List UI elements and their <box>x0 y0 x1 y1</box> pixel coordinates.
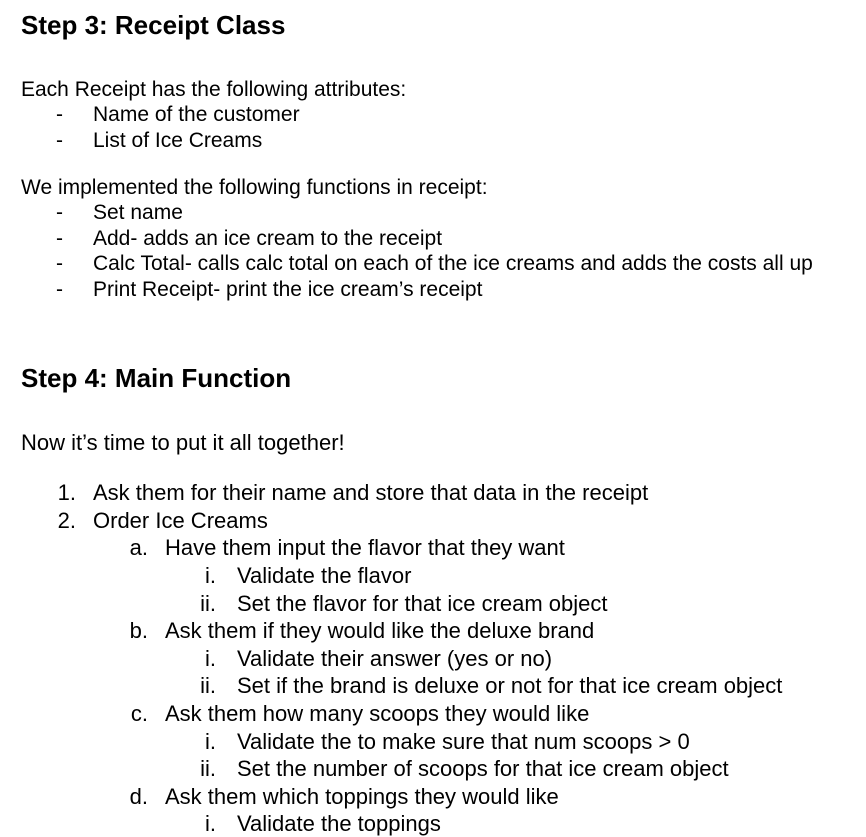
list-item <box>180 729 690 755</box>
list-marker: b. <box>129 618 148 643</box>
attributes-intro: Each Receipt has the following attributes: <box>21 78 407 101</box>
list-item <box>118 618 594 644</box>
list-item <box>180 591 608 617</box>
list-marker: ii. <box>200 591 216 616</box>
function-bullet: - <box>56 201 63 224</box>
list-marker: ii. <box>200 756 216 781</box>
list-item <box>118 535 565 561</box>
functions-intro: We implemented the following functions in receipt: <box>21 176 488 199</box>
function-item: Add- adds an ice cream to the receipt <box>93 227 443 250</box>
function-item: Calc Total- calls calc total on each of the ice creams and adds the costs all up <box>93 252 813 275</box>
step4-intro: Now it’s time to put it all together! <box>21 430 345 455</box>
list-item-text: Ask them which toppings they would like <box>165 784 559 809</box>
list-item-text: Have them input the flavor that they want <box>165 535 565 560</box>
list-marker: c. <box>130 701 148 726</box>
list-marker: i. <box>205 646 216 671</box>
list-marker: 2. <box>57 508 76 533</box>
attribute-bullet: - <box>56 129 63 152</box>
function-bullet: - <box>56 227 63 250</box>
list-item-text: Set the flavor for that ice cream object <box>237 591 608 616</box>
list-item <box>48 508 268 534</box>
function-item: Set name <box>93 201 183 224</box>
list-marker: i. <box>205 563 216 588</box>
list-item-text: Validate their answer (yes or no) <box>237 646 553 671</box>
list-marker: a. <box>129 535 148 560</box>
function-item: Print Receipt- print the ice cream’s receipt <box>93 278 483 301</box>
list-item <box>180 563 411 589</box>
function-bullet: - <box>56 278 63 301</box>
list-marker: i. <box>205 811 216 836</box>
list-item-text: Set if the brand is deluxe or not for that ice cream object <box>237 673 783 698</box>
list-item <box>48 480 648 506</box>
list-marker: ii. <box>200 673 216 698</box>
attribute-item: List of Ice Creams <box>93 129 263 152</box>
list-item-text: Order Ice Creams <box>93 508 268 533</box>
list-marker: d. <box>129 784 148 809</box>
attribute-bullet: - <box>56 103 63 126</box>
list-item <box>180 673 782 699</box>
list-item <box>180 811 441 837</box>
list-item <box>118 784 559 810</box>
list-item <box>180 646 552 672</box>
step3-heading: Step 3: Receipt Class <box>21 10 286 40</box>
list-item-text: Validate the toppings <box>237 811 441 836</box>
list-item <box>118 701 589 727</box>
list-item-text: Ask them for their name and store that data in the receipt <box>93 480 649 505</box>
function-bullet: - <box>56 252 63 275</box>
step4-heading: Step 4: Main Function <box>21 363 292 393</box>
list-marker: i. <box>205 729 216 754</box>
list-marker: 1. <box>57 480 76 505</box>
list-item <box>180 756 729 782</box>
list-item-text: Validate the flavor <box>237 563 412 588</box>
attribute-item: Name of the customer <box>93 103 300 126</box>
list-item-text: Set the number of scoops for that ice cream object <box>237 756 729 781</box>
list-item-text: Ask them how many scoops they would like <box>165 701 590 726</box>
list-item-text: Ask them if they would like the deluxe brand <box>165 618 595 643</box>
list-item-text: Validate the to make sure that num scoops > 0 <box>237 729 690 754</box>
